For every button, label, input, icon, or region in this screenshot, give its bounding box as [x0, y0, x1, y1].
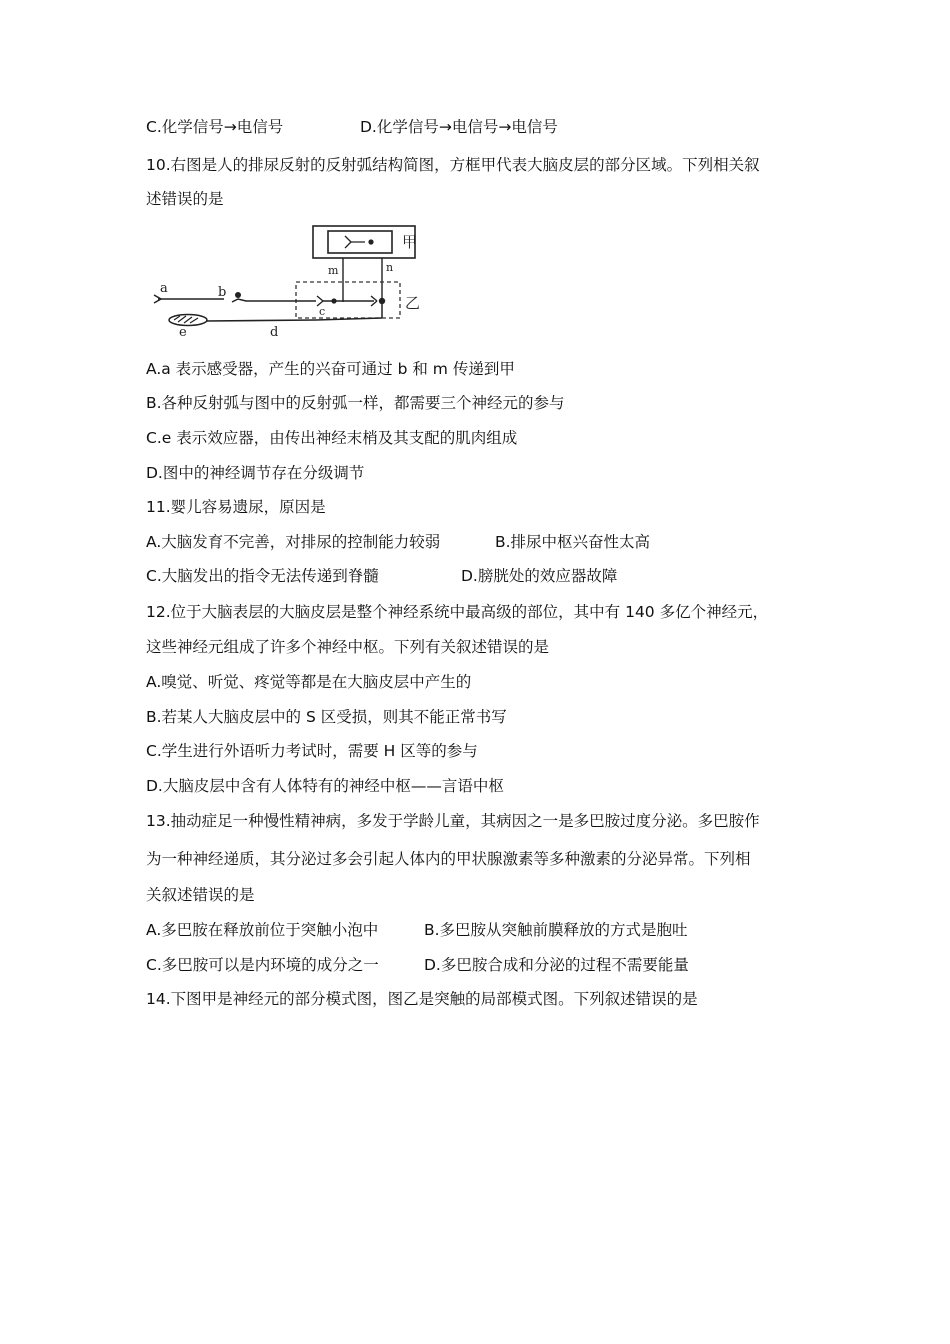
q12-option-b: B.若某人大脑皮层中的 S 区受损，则其不能正常书写 — [146, 708, 507, 726]
q12-option-a: A.嗅觉、听觉、疼觉等都是在大脑皮层中产生的 — [146, 673, 472, 691]
motor-neuron-body — [379, 298, 385, 304]
q12-option-c: C.学生进行外语听力考试时，需要 H 区等的参与 — [146, 742, 478, 760]
label-b: b — [218, 285, 227, 300]
interneuron-body-c — [331, 298, 336, 303]
reflex-arc-diagram — [146, 222, 436, 350]
effector-e-hatch — [174, 316, 198, 323]
label-a: a — [160, 281, 168, 296]
q11-option-d: D.膀胱处的效应器故障 — [461, 567, 618, 585]
label-c: c — [319, 305, 326, 318]
q13-options-row-2 — [146, 955, 689, 975]
q12-stem-line-2: 这些神经元组成了许多个神经中枢。下列有关叙述错误的是 — [146, 638, 550, 656]
q13-options-row-1 — [146, 920, 688, 940]
afferent-fiber-2 — [232, 299, 316, 302]
q13-option-d: D.多巴胺合成和分泌的过程不需要能量 — [424, 956, 689, 974]
label-d: d — [270, 325, 279, 340]
q12-option-d: D.大脑皮层中含有人体特有的神经中枢——言语中枢 — [146, 777, 504, 795]
q13-option-c: C.多巴胺可以是内环境的成分之一 — [146, 956, 379, 974]
q11-option-c: C.大脑发出的指令无法传递到脊髓 — [146, 567, 379, 585]
q11-options-row-1 — [146, 532, 651, 552]
q10-option-d: D.图中的神经调节存在分级调节 — [146, 464, 365, 482]
label-jia: 甲 — [402, 233, 418, 251]
q13-option-a: A.多巴胺在释放前位于突触小泡中 — [146, 921, 379, 939]
label-m: m — [328, 264, 339, 277]
label-e: e — [179, 325, 187, 340]
q9-option-d: D.化学信号→电信号→电信号 — [360, 118, 558, 136]
q9-option-c: C.化学信号→电信号 — [146, 118, 284, 136]
q11-option-a: A.大脑发育不完善，对排尿的控制能力较弱 — [146, 533, 441, 551]
q11-stem: 11.婴儿容易遗尿，原因是 — [146, 498, 326, 516]
q10-option-c: C.e 表示效应器，由传出神经末梢及其支配的肌肉组成 — [146, 429, 518, 447]
ganglion-b — [235, 292, 241, 298]
q10-option-a: A.a 表示感受器，产生的兴奋可通过 b 和 m 传递到甲 — [146, 360, 515, 378]
q12-stem-line-1: 12.位于大脑表层的大脑皮层是整个神经系统中最高级的部位，其中有 140 多亿个神经元， — [146, 603, 769, 621]
q13-stem-line-1: 13.抽动症足一种慢性精神病，多发于学龄儿童，其病因之一是多巴胺过度分泌。多巴胺作 — [146, 812, 760, 830]
q14-stem: 14.下图甲是神经元的部分模式图，图乙是突触的局部模式图。下列叙述错误的是 — [146, 990, 698, 1008]
q11-option-b: B.排尿中枢兴奋性太高 — [495, 533, 651, 551]
efferent-fiber-d — [206, 318, 382, 321]
q13-option-b: B.多巴胺从突触前膜释放的方式是胞吐 — [424, 921, 688, 939]
q11-options-row-2 — [146, 566, 618, 586]
q10-stem-line-1: 10.右图是人的排尿反射的反射弧结构简图，方框甲代表大脑皮层的部分区域。下列相关叙 — [146, 156, 760, 174]
q10-option-b: B.各种反射弧与图中的反射弧一样，都需要三个神经元的参与 — [146, 394, 565, 412]
q13-stem-line-3: 关叙述错误的是 — [146, 886, 255, 904]
q13-stem-line-2: 为一种神经递质，其分泌过多会引起人体内的甲状腺激素等多种激素的分泌异常。下列相 — [146, 850, 751, 868]
label-n: n — [386, 261, 394, 274]
label-yi: 乙 — [405, 294, 421, 312]
q9-option-c-row — [146, 117, 558, 137]
jia-synapse — [345, 236, 365, 248]
jia-neuron-body — [368, 239, 373, 244]
q10-stem-line-2: 述错误的是 — [146, 190, 224, 208]
